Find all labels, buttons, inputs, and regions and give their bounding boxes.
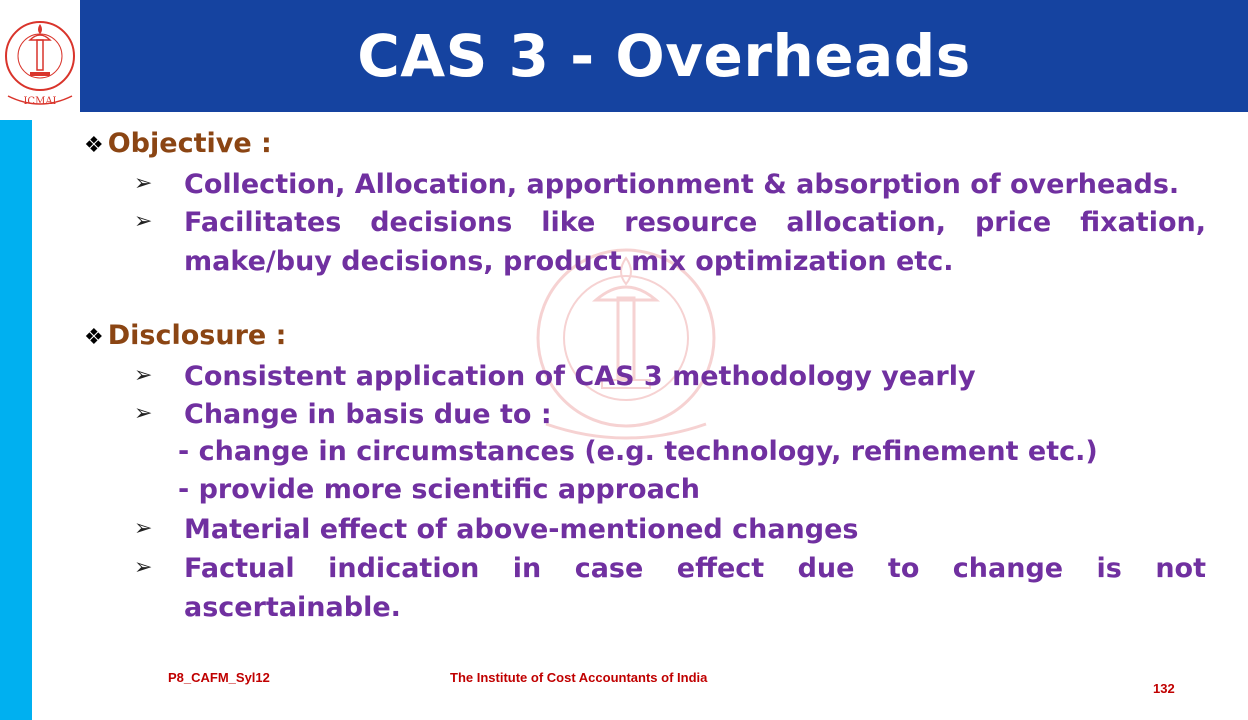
list-item: ➢ Consistent application of CAS 3 methodology yearly: [134, 357, 1206, 396]
list-item: ➢ Factual indication in case effect due to change is not ascertainable.: [134, 549, 1206, 627]
list-item: ➢ Change in basis due to :: [134, 395, 1206, 434]
slide-title: CAS 3 - Overheads: [357, 22, 971, 90]
list-item: ➢ Collection, Allocation, apportionment & absorption of overheads.: [134, 165, 1206, 204]
section-heading-objective: ❖ Objective :: [84, 128, 272, 159]
arrow-bullet-icon: ➢: [134, 363, 153, 388]
page-number: 132: [1153, 681, 1175, 696]
arrow-bullet-icon: ➢: [134, 401, 153, 426]
sub-item: - provide more scientific approach: [178, 474, 701, 505]
diamond-bullet-icon: ❖: [84, 133, 104, 158]
sub-item: - change in circumstances (e.g. technology, refinement etc.): [178, 436, 1098, 467]
arrow-bullet-icon: ➢: [134, 171, 153, 196]
arrow-bullet-icon: ➢: [134, 516, 153, 541]
logo-motto: ICMAI: [23, 96, 57, 107]
list-item: ➢ Facilitates decisions like resource allocation, price fixation, make/buy decisions, product mix optimization etc.: [134, 203, 1206, 281]
list-item: ➢ Material effect of above-mentioned changes: [134, 510, 1206, 549]
footer-code: P8_CAFM_Syl12: [168, 670, 270, 685]
footer-institute: The Institute of Cost Accountants of India: [450, 670, 708, 685]
section-heading-disclosure: ❖ Disclosure :: [84, 320, 287, 351]
arrow-bullet-icon: ➢: [134, 209, 153, 234]
diamond-bullet-icon: ❖: [84, 325, 104, 350]
arrow-bullet-icon: ➢: [134, 555, 153, 580]
